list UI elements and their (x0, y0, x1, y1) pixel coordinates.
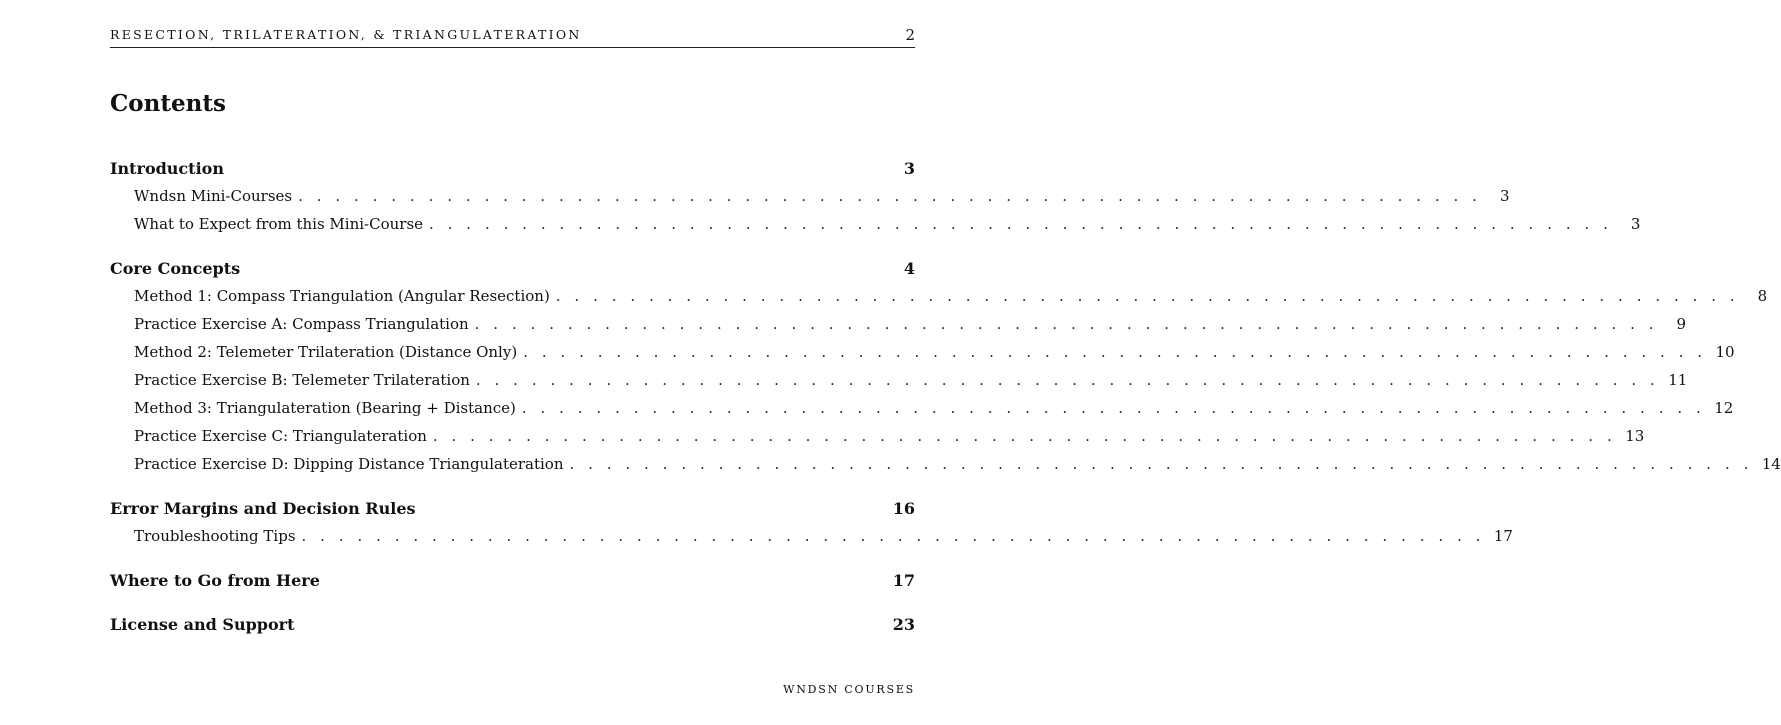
toc-entry-page: 8 (1757, 287, 1768, 305)
toc-entry-troubleshooting-tips[interactable] (110, 527, 1513, 545)
toc-entry-practice-exercise-c[interactable] (110, 427, 1645, 445)
toc-entry-title: Practice Exercise D: Dipping Distance Triangulateration (134, 455, 564, 473)
toc-entry-title: Where to Go from Here (110, 571, 320, 590)
toc-entry-title: Practice Exercise A: Compass Triangulation (134, 315, 469, 333)
toc-entry-title: Method 1: Compass Triangulation (Angular Resection) (134, 287, 550, 305)
toc-entry-title: License and Support (110, 615, 295, 634)
dot-leader: . . . . . . . . . . . . . . . . . . . . . . . . . . . . . . . . . . . . . . . . . . . . . . . . . . . . . . . . . . . . . . . . (432, 427, 1617, 445)
toc-entry-page: 4 (903, 259, 915, 278)
toc-entry-page: 14 (1761, 455, 1781, 473)
toc-entry-title: Core Concepts (110, 259, 241, 278)
toc-entry-where-to-go[interactable] (110, 571, 915, 590)
running-footer: WNDSN COURSES (783, 683, 915, 696)
dot-leader: . . . . . . . . . . . . . . . . . . . . . . . . . . . . . . . . . . . . . . . . . . . . . . . . . . . . . . . . . . . . . . . . (521, 399, 1706, 417)
toc-entry-page: 9 (1676, 315, 1687, 333)
toc-entry-title: Practice Exercise B: Telemeter Trilateration (134, 371, 470, 389)
toc-entry-page: 23 (892, 615, 915, 634)
toc-entry-page: 16 (892, 499, 915, 518)
toc-entry-title: Method 2: Telemeter Trilateration (Distance Only) (134, 343, 518, 361)
dot-leader: . . . . . . . . . . . . . . . . . . . . . . . . . . . . . . . . . . . . . . . . . . . . . . . . . . . . . . . . . . . . . . . . (298, 187, 1482, 205)
dot-leader: . . . . . . . . . . . . . . . . . . . . . . . . . . . . . . . . . . . . . . . . . . . . . . . . . . . . . . . . . . . . . . . . (301, 527, 1485, 545)
dot-leader: . . . . . . . . . . . . . . . . . . . . . . . . . . . . . . . . . . . . . . . . . . . . . . . . . . . . . . . . . . . . . . . . (475, 371, 1660, 389)
toc-entry-page: 3 (1630, 215, 1641, 233)
running-title: RESECTION, TRILATERATION, & TRIANGULATERATION (110, 27, 582, 42)
toc-entry-page: 10 (1715, 343, 1735, 361)
dot-leader: . . . . . . . . . . . . . . . . . . . . . . . . . . . . . . . . . . . . . . . . . . . . . . . . . . . . . . . . . . . . . . . . (555, 287, 1740, 305)
toc-entry-practice-exercise-b[interactable] (110, 371, 1688, 389)
toc-entry-what-to-expect[interactable] (110, 215, 1641, 233)
toc-entry-title: Method 3: Triangulateration (Bearing + Distance) (134, 399, 516, 417)
toc-entry-error-margins[interactable] (110, 499, 915, 518)
toc-entry-license-and-support[interactable] (110, 615, 915, 634)
toc-entry-method-2[interactable] (110, 343, 1735, 361)
toc-entry-practice-exercise-a[interactable] (110, 315, 1687, 333)
toc-entry-method-3[interactable] (110, 399, 1734, 417)
toc-entry-page: 3 (1499, 187, 1510, 205)
contents-heading: Contents (110, 90, 226, 117)
toc-entry-wndsn-mini-courses[interactable] (110, 187, 1510, 205)
dot-leader: . . . . . . . . . . . . . . . . . . . . . . . . . . . . . . . . . . . . . . . . . . . . . . . . . . . . . . . . . . . . . . . . (569, 455, 1753, 473)
toc-entry-title: Error Margins and Decision Rules (110, 499, 416, 518)
toc-entry-title: What to Expect from this Mini-Course (134, 215, 424, 233)
dot-leader: . . . . . . . . . . . . . . . . . . . . . . . . . . . . . . . . . . . . . . . . . . . . . . . . . . . . . . . . . . . . . . . . (429, 215, 1613, 233)
toc-entry-title: Troubleshooting Tips (134, 527, 296, 545)
toc-entry-method-1[interactable] (110, 287, 1768, 305)
toc-entry-title: Introduction (110, 159, 224, 178)
page-number: 2 (905, 26, 915, 44)
toc-entry-page: 3 (903, 159, 915, 178)
toc-entry-practice-exercise-d[interactable] (110, 455, 1781, 473)
toc-entry-core-concepts[interactable] (110, 259, 915, 278)
toc-entry-page: 13 (1625, 427, 1645, 445)
toc-entry-page: 11 (1668, 371, 1688, 389)
toc-entry-title: Wndsn Mini-Courses (134, 187, 293, 205)
document-page (110, 0, 1781, 725)
toc-entry-title: Practice Exercise C: Triangulateration (134, 427, 427, 445)
toc-entry-introduction[interactable] (110, 159, 915, 178)
dot-leader: . . . . . . . . . . . . . . . . . . . . . . . . . . . . . . . . . . . . . . . . . . . . . . . . . . . . . . . . . . . . . . . . (523, 343, 1707, 361)
toc-entry-page: 12 (1714, 399, 1734, 417)
toc-entry-page: 17 (1493, 527, 1513, 545)
toc-entry-page: 17 (892, 571, 915, 590)
running-header (110, 28, 915, 48)
dot-leader: . . . . . . . . . . . . . . . . . . . . . . . . . . . . . . . . . . . . . . . . . . . . . . . . . . . . . . . . . . . . . . . . (474, 315, 1659, 333)
